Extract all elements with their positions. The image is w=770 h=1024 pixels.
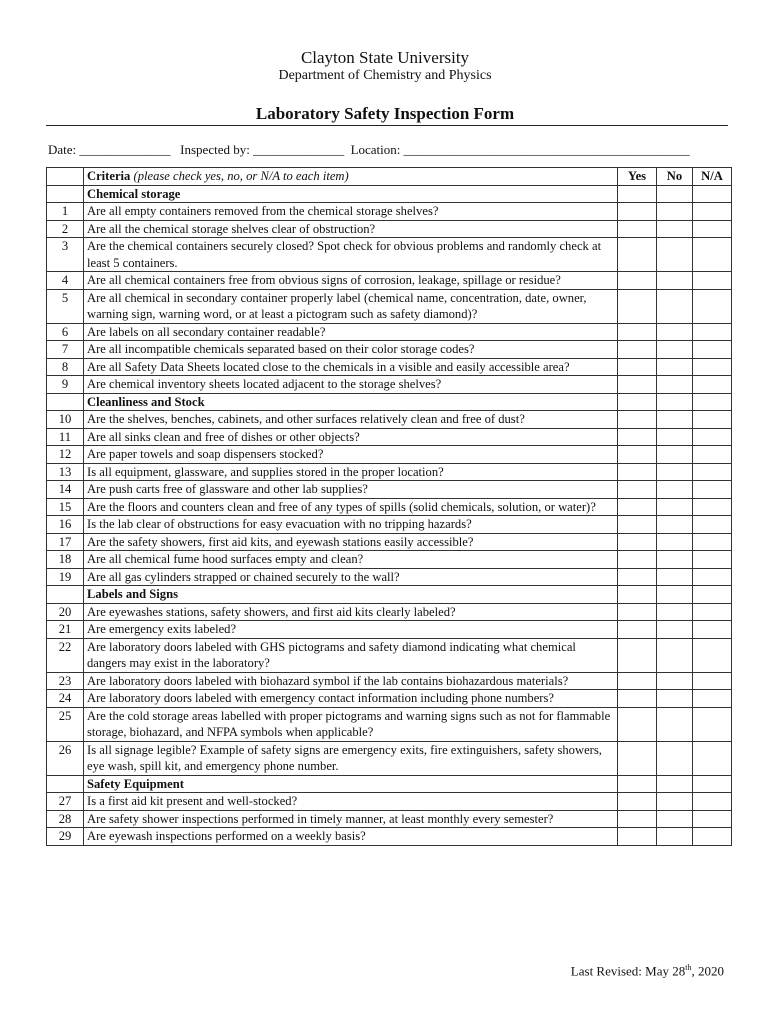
no-checkbox[interactable] — [657, 358, 693, 376]
item-criteria: Are all Safety Data Sheets located close to the chemicals in a visible and easily accessible area? — [84, 358, 618, 376]
no-checkbox[interactable] — [657, 793, 693, 811]
yes-checkbox[interactable] — [618, 533, 657, 551]
na-checkbox[interactable] — [693, 690, 732, 708]
section-yes-cell — [618, 775, 657, 793]
date-field[interactable]: ______________ — [79, 142, 171, 157]
section-yes-cell — [618, 393, 657, 411]
table-row — [47, 446, 732, 464]
no-checkbox[interactable] — [657, 428, 693, 446]
table-row — [47, 411, 732, 429]
item-number: 19 — [47, 568, 84, 586]
yes-checkbox[interactable] — [618, 341, 657, 359]
date-label: Date: — [48, 142, 77, 157]
no-checkbox[interactable] — [657, 707, 693, 741]
university-name: Clayton State University — [300, 48, 470, 67]
na-checkbox[interactable] — [693, 323, 732, 341]
na-checkbox[interactable] — [693, 376, 732, 394]
yes-checkbox[interactable] — [618, 741, 657, 775]
item-criteria: Are all gas cylinders strapped or chained securely to the wall? — [84, 568, 618, 586]
criteria-header — [84, 168, 618, 186]
item-criteria: Are paper towels and soap dispensers stocked? — [84, 446, 618, 464]
table-row — [47, 498, 732, 516]
table-header-row — [47, 168, 732, 186]
section-title: Chemical storage — [84, 185, 618, 203]
no-checkbox[interactable] — [657, 341, 693, 359]
no-checkbox[interactable] — [657, 203, 693, 221]
item-criteria: Are laboratory doors labeled with biohazard symbol if the lab contains biohazardous materials? — [84, 672, 618, 690]
inspected-by-label: Inspected by: — [180, 142, 250, 157]
section-yes-cell — [618, 586, 657, 604]
yes-checkbox[interactable] — [618, 272, 657, 290]
item-number: 10 — [47, 411, 84, 429]
item-criteria: Are chemical inventory sheets located adjacent to the storage shelves? — [84, 376, 618, 394]
department-name: Department of Chemistry and Physics — [278, 68, 492, 83]
na-checkbox[interactable] — [693, 238, 732, 272]
item-criteria: Is all equipment, glassware, and supplies stored in the proper location? — [84, 463, 618, 481]
na-checkbox[interactable] — [693, 516, 732, 534]
no-checkbox[interactable] — [657, 446, 693, 464]
yes-checkbox[interactable] — [618, 463, 657, 481]
no-checkbox[interactable] — [657, 810, 693, 828]
section-row — [47, 586, 732, 604]
no-checkbox[interactable] — [657, 828, 693, 846]
table-row — [47, 707, 732, 741]
yes-checkbox[interactable] — [618, 621, 657, 639]
section-row — [47, 185, 732, 203]
item-number: 13 — [47, 463, 84, 481]
item-criteria: Are safety shower inspections performed in timely manner, at least monthly every semester? — [84, 810, 618, 828]
item-number: 20 — [47, 603, 84, 621]
yes-checkbox[interactable] — [618, 672, 657, 690]
item-criteria: Are emergency exits labeled? — [84, 621, 618, 639]
section-no-cell — [657, 775, 693, 793]
no-checkbox[interactable] — [657, 289, 693, 323]
yes-checkbox[interactable] — [618, 428, 657, 446]
table-row — [47, 358, 732, 376]
item-number: 26 — [47, 741, 84, 775]
item-number: 12 — [47, 446, 84, 464]
section-yes-cell — [618, 185, 657, 203]
na-checkbox[interactable] — [693, 289, 732, 323]
no-checkbox[interactable] — [657, 220, 693, 238]
no-checkbox[interactable] — [657, 463, 693, 481]
na-checkbox[interactable] — [693, 533, 732, 551]
item-criteria: Are eyewash inspections performed on a weekly basis? — [84, 828, 618, 846]
yes-column-header: Yes — [618, 168, 657, 186]
last-revised-ordinal: th — [685, 963, 692, 972]
table-row — [47, 551, 732, 569]
yes-checkbox[interactable] — [618, 690, 657, 708]
item-criteria: Is a first aid kit present and well-stocked? — [84, 793, 618, 811]
item-number: 2 — [47, 220, 84, 238]
header-number-cell — [47, 168, 84, 186]
yes-checkbox[interactable] — [618, 358, 657, 376]
item-criteria: Are the shelves, benches, cabinets, and other surfaces relatively clean and free of dust? — [84, 411, 618, 429]
section-row — [47, 775, 732, 793]
table-row — [47, 272, 732, 290]
table-row — [47, 690, 732, 708]
item-criteria: Are all incompatible chemicals separated based on their color storage codes? — [84, 341, 618, 359]
table-row — [47, 203, 732, 221]
na-checkbox[interactable] — [693, 707, 732, 741]
no-checkbox[interactable] — [657, 551, 693, 569]
na-checkbox[interactable] — [693, 810, 732, 828]
table-row — [47, 220, 732, 238]
yes-checkbox[interactable] — [618, 551, 657, 569]
no-checkbox[interactable] — [657, 272, 693, 290]
no-checkbox[interactable] — [657, 533, 693, 551]
na-checkbox[interactable] — [693, 358, 732, 376]
item-criteria: Are laboratory doors labeled with GHS pictograms and safety diamond indicating what chemical dangers may exist in the laboratory? — [84, 638, 618, 672]
last-revised-year: , 2020 — [691, 963, 724, 979]
table-row — [47, 238, 732, 272]
item-criteria: Are push carts free of glassware and other lab supplies? — [84, 481, 618, 499]
yes-checkbox[interactable] — [618, 603, 657, 621]
table-row — [47, 481, 732, 499]
na-checkbox[interactable] — [693, 481, 732, 499]
table-row — [47, 516, 732, 534]
item-criteria: Are all chemical containers free from obvious signs of corrosion, leakage, spillage or residue? — [84, 272, 618, 290]
table-row — [47, 341, 732, 359]
na-checkbox[interactable] — [693, 463, 732, 481]
yes-checkbox[interactable] — [618, 828, 657, 846]
section-na-cell — [693, 775, 732, 793]
no-checkbox[interactable] — [657, 481, 693, 499]
no-checkbox[interactable] — [657, 238, 693, 272]
item-criteria: Are labels on all secondary container readable? — [84, 323, 618, 341]
table-row — [47, 376, 732, 394]
yes-checkbox[interactable] — [618, 810, 657, 828]
item-number: 17 — [47, 533, 84, 551]
no-checkbox[interactable] — [657, 621, 693, 639]
table-row — [47, 638, 732, 672]
item-criteria: Are eyewashes stations, safety showers, and first aid kits clearly labeled? — [84, 603, 618, 621]
item-criteria: Is all signage legible? Example of safety signs are emergency exits, fire extinguishers, safety showers, eye wash, spill kit, and emergency phone number. — [84, 741, 618, 775]
yes-checkbox[interactable] — [618, 516, 657, 534]
form-header-fields — [48, 142, 690, 158]
na-checkbox[interactable] — [693, 551, 732, 569]
section-na-cell — [693, 586, 732, 604]
yes-checkbox[interactable] — [618, 203, 657, 221]
section-na-cell — [693, 185, 732, 203]
item-number: 6 — [47, 323, 84, 341]
item-criteria: Are all empty containers removed from the chemical storage shelves? — [84, 203, 618, 221]
table-row — [47, 810, 732, 828]
no-checkbox[interactable] — [657, 690, 693, 708]
yes-checkbox[interactable] — [618, 481, 657, 499]
na-checkbox[interactable] — [693, 220, 732, 238]
section-title: Safety Equipment — [84, 775, 618, 793]
item-number: 21 — [47, 621, 84, 639]
item-number: 14 — [47, 481, 84, 499]
na-checkbox[interactable] — [693, 411, 732, 429]
item-number: 1 — [47, 203, 84, 221]
table-row — [47, 621, 732, 639]
location-field[interactable]: ____________________________________________ — [403, 142, 690, 157]
section-number-cell — [47, 775, 84, 793]
item-number: 4 — [47, 272, 84, 290]
no-checkbox[interactable] — [657, 741, 693, 775]
na-checkbox[interactable] — [693, 672, 732, 690]
yes-checkbox[interactable] — [618, 793, 657, 811]
item-criteria: Are the cold storage areas labelled with proper pictograms and warning signs such as not for flammable storage, biohazard, and NFPA symbols when applicable? — [84, 707, 618, 741]
yes-checkbox[interactable] — [618, 411, 657, 429]
item-number: 22 — [47, 638, 84, 672]
na-checkbox[interactable] — [693, 828, 732, 846]
item-criteria: Are the chemical containers securely closed? Spot check for obvious problems and randomly check at least 5 containers. — [84, 238, 618, 272]
title-divider — [46, 125, 728, 126]
section-number-cell — [47, 185, 84, 203]
item-criteria: Are laboratory doors labeled with emergency contact information including phone numbers? — [84, 690, 618, 708]
item-number: 16 — [47, 516, 84, 534]
table-row — [47, 741, 732, 775]
na-checkbox[interactable] — [693, 621, 732, 639]
last-revised-text: Last Revised: May 28 — [570, 963, 686, 979]
criteria-label: Criteria — [87, 169, 131, 183]
item-criteria: Is the lab clear of obstructions for easy evacuation with no tripping hazards? — [84, 516, 618, 534]
item-number: 15 — [47, 498, 84, 516]
item-number: 11 — [47, 428, 84, 446]
yes-checkbox[interactable] — [618, 289, 657, 323]
inspection-table — [46, 167, 732, 846]
na-checkbox[interactable] — [693, 272, 732, 290]
section-number-cell — [47, 586, 84, 604]
na-checkbox[interactable] — [693, 203, 732, 221]
no-checkbox[interactable] — [657, 638, 693, 672]
no-checkbox[interactable] — [657, 603, 693, 621]
no-checkbox[interactable] — [657, 498, 693, 516]
na-checkbox[interactable] — [693, 638, 732, 672]
no-checkbox[interactable] — [657, 411, 693, 429]
criteria-instruction: (please check yes, no, or N/A to each item) — [133, 169, 349, 183]
na-checkbox[interactable] — [693, 446, 732, 464]
item-number: 23 — [47, 672, 84, 690]
table-row — [47, 828, 732, 846]
table-row — [47, 428, 732, 446]
last-revised — [571, 963, 724, 979]
na-column-header: N/A — [693, 168, 732, 186]
na-checkbox[interactable] — [693, 341, 732, 359]
item-criteria: Are all the chemical storage shelves clear of obstruction? — [84, 220, 618, 238]
item-number: 25 — [47, 707, 84, 741]
section-no-cell — [657, 185, 693, 203]
item-number: 3 — [47, 238, 84, 272]
table-row — [47, 289, 732, 323]
item-criteria: Are all chemical in secondary container properly label (chemical name, concentration, date, owner, warning sign, warning word, or at least a pictogram such as safety diamond)? — [84, 289, 618, 323]
yes-checkbox[interactable] — [618, 446, 657, 464]
section-title: Labels and Signs — [84, 586, 618, 604]
item-criteria: Are the safety showers, first aid kits, and eyewash stations easily accessible? — [84, 533, 618, 551]
no-column-header: No — [657, 168, 693, 186]
na-checkbox[interactable] — [693, 603, 732, 621]
no-checkbox[interactable] — [657, 376, 693, 394]
na-checkbox[interactable] — [693, 568, 732, 586]
section-number-cell — [47, 393, 84, 411]
table-row — [47, 463, 732, 481]
section-row — [47, 393, 732, 411]
yes-checkbox[interactable] — [618, 498, 657, 516]
section-na-cell — [693, 393, 732, 411]
no-checkbox[interactable] — [657, 323, 693, 341]
na-checkbox[interactable] — [693, 741, 732, 775]
item-number: 27 — [47, 793, 84, 811]
item-number: 29 — [47, 828, 84, 846]
yes-checkbox[interactable] — [618, 376, 657, 394]
yes-checkbox[interactable] — [618, 638, 657, 672]
no-checkbox[interactable] — [657, 516, 693, 534]
location-label: Location: — [350, 142, 401, 157]
table-row — [47, 323, 732, 341]
section-no-cell — [657, 393, 693, 411]
form-title: Laboratory Safety Inspection Form — [255, 104, 515, 123]
table-row — [47, 793, 732, 811]
item-number: 7 — [47, 341, 84, 359]
item-criteria: Are all chemical fume hood surfaces empty and clean? — [84, 551, 618, 569]
table-row — [47, 672, 732, 690]
table-row — [47, 533, 732, 551]
item-number: 9 — [47, 376, 84, 394]
no-checkbox[interactable] — [657, 568, 693, 586]
item-criteria: Are the floors and counters clean and free of any types of spills (solid chemicals, solution, or water)? — [84, 498, 618, 516]
section-no-cell — [657, 586, 693, 604]
na-checkbox[interactable] — [693, 428, 732, 446]
item-number: 24 — [47, 690, 84, 708]
na-checkbox[interactable] — [693, 498, 732, 516]
yes-checkbox[interactable] — [618, 220, 657, 238]
yes-checkbox[interactable] — [618, 568, 657, 586]
yes-checkbox[interactable] — [618, 238, 657, 272]
item-number: 28 — [47, 810, 84, 828]
table-row — [47, 568, 732, 586]
inspected-by-field[interactable]: ______________ — [253, 142, 345, 157]
item-number: 8 — [47, 358, 84, 376]
item-number: 18 — [47, 551, 84, 569]
no-checkbox[interactable] — [657, 672, 693, 690]
item-criteria: Are all sinks clean and free of dishes or other objects? — [84, 428, 618, 446]
yes-checkbox[interactable] — [618, 707, 657, 741]
section-title: Cleanliness and Stock — [84, 393, 618, 411]
table-row — [47, 603, 732, 621]
yes-checkbox[interactable] — [618, 323, 657, 341]
na-checkbox[interactable] — [693, 793, 732, 811]
item-number: 5 — [47, 289, 84, 323]
